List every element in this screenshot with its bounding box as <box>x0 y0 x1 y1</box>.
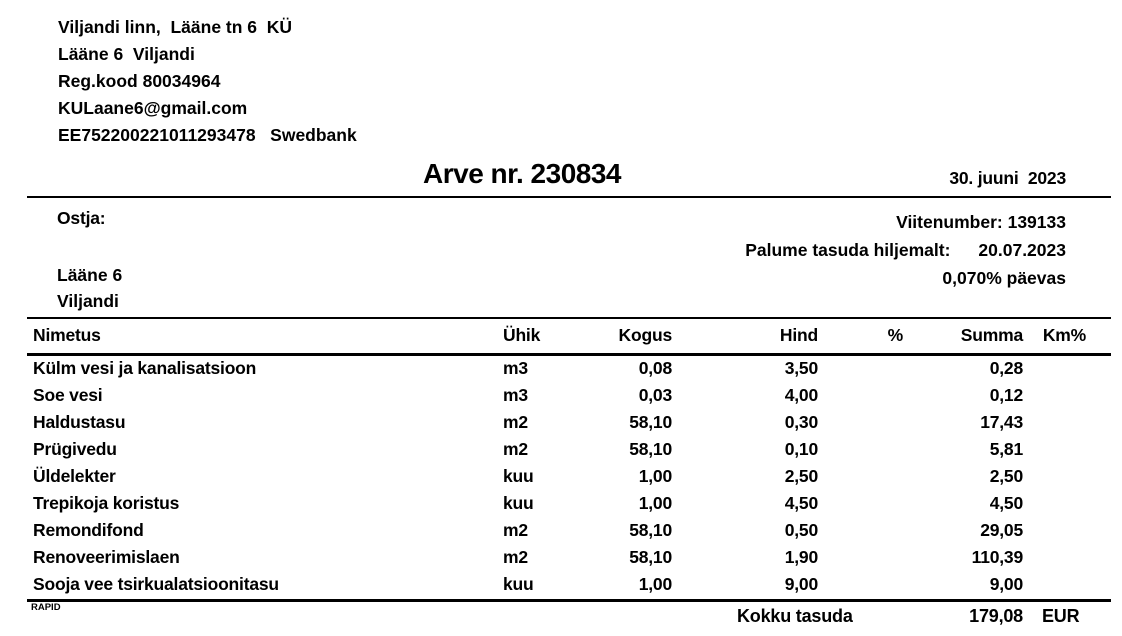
header-km: Km% <box>1042 325 1086 345</box>
cell-price: 4,50 <box>784 493 818 513</box>
cell-unit: m2 <box>503 520 528 540</box>
cell-sum: 110,39 <box>971 547 1023 567</box>
cell-unit: kuu <box>503 493 534 513</box>
total-label: Kokku tasuda <box>737 606 853 626</box>
payment-info <box>745 208 1066 292</box>
cell-sum: 0,12 <box>989 385 1023 405</box>
cell-qty: 0,08 <box>638 358 672 378</box>
cell-qty: 58,10 <box>629 520 672 540</box>
due-date-row <box>745 236 1066 264</box>
buyer-address-street: Lääne 6 <box>57 265 123 285</box>
total-row <box>0 606 1122 634</box>
cell-name: Soe vesi <box>33 385 103 405</box>
cell-name: Renoveerimislaen <box>33 547 180 567</box>
table-row <box>0 574 1122 601</box>
cell-price: 0,30 <box>784 412 818 432</box>
header-hind: Hind <box>779 325 818 345</box>
due-date-value: 20.07.2023 <box>978 240 1066 260</box>
cell-price: 2,50 <box>784 466 818 486</box>
invoice-date: 30. juuni 2023 <box>949 168 1066 188</box>
cell-name: Sooja vee tsirkualatsioonitasu <box>33 574 279 594</box>
cell-price: 9,00 <box>784 574 818 594</box>
buyer-address <box>57 262 122 314</box>
cell-name: Haldustasu <box>33 412 126 432</box>
header-nimetus: Nimetus <box>33 325 101 345</box>
company-email: KULaane6@gmail.com <box>58 98 248 118</box>
table-row <box>0 358 1122 385</box>
cell-price: 1,90 <box>784 547 818 567</box>
cell-qty: 0,03 <box>638 385 672 405</box>
cell-qty: 1,00 <box>638 466 672 486</box>
cell-price: 0,10 <box>784 439 818 459</box>
total-currency: EUR <box>1042 606 1080 626</box>
cell-name: Prügivedu <box>33 439 117 459</box>
header-percent: % <box>887 325 903 345</box>
cell-price: 3,50 <box>784 358 818 378</box>
cell-price: 4,00 <box>784 385 818 405</box>
cell-unit: kuu <box>503 466 534 486</box>
invoice-table-body <box>0 358 1122 601</box>
cell-unit: m3 <box>503 385 528 405</box>
cell-unit: m3 <box>503 358 528 378</box>
title-divider <box>27 196 1111 198</box>
cell-sum: 5,81 <box>989 439 1023 459</box>
cell-qty: 1,00 <box>638 574 672 594</box>
cell-name: Külm vesi ja kanalisatsioon <box>33 358 257 378</box>
cell-qty: 58,10 <box>629 412 672 432</box>
table-header-top-divider <box>27 317 1111 319</box>
table-row <box>0 520 1122 547</box>
cell-unit: kuu <box>503 574 534 594</box>
cell-qty: 1,00 <box>638 493 672 513</box>
table-row <box>0 466 1122 493</box>
reference-number: Viitenumber: 139133 <box>896 212 1066 232</box>
table-row <box>0 547 1122 574</box>
company-bank-account: EE752200221011293478 Swedbank <box>58 125 357 145</box>
buyer-label: Ostja: <box>57 208 106 228</box>
invoice-title: Arve nr. 230834 <box>423 158 621 189</box>
cell-qty: 58,10 <box>629 547 672 567</box>
company-address: Lääne 6 Viljandi <box>58 44 195 64</box>
cell-sum: 29,05 <box>980 520 1023 540</box>
brand-mark: RAPID <box>31 602 61 613</box>
header-kogus: Kogus <box>618 325 672 345</box>
cell-qty: 58,10 <box>629 439 672 459</box>
cell-sum: 2,50 <box>989 466 1023 486</box>
table-row <box>0 385 1122 412</box>
total-value: 179,08 <box>969 606 1023 626</box>
cell-unit: m2 <box>503 547 528 567</box>
company-info <box>58 14 357 149</box>
header-uhik: Ühik <box>503 325 541 345</box>
cell-sum: 9,00 <box>989 574 1023 594</box>
table-header-bottom-divider <box>27 353 1111 356</box>
buyer-address-city: Viljandi <box>57 291 119 311</box>
company-reg-code: Reg.kood 80034964 <box>58 71 221 91</box>
cell-price: 0,50 <box>784 520 818 540</box>
cell-name: Trepikoja koristus <box>33 493 180 513</box>
cell-name: Üldelekter <box>33 466 116 486</box>
due-date-label: Palume tasuda hiljemalt: <box>745 240 951 260</box>
cell-unit: m2 <box>503 412 528 432</box>
cell-sum: 17,43 <box>980 412 1023 432</box>
table-header-row <box>0 325 1122 352</box>
table-row <box>0 412 1122 439</box>
cell-sum: 4,50 <box>989 493 1023 513</box>
company-name: Viljandi linn, Lääne tn 6 KÜ <box>58 17 293 37</box>
cell-unit: m2 <box>503 439 528 459</box>
total-divider <box>27 599 1111 602</box>
penalty-rate: 0,070% päevas <box>942 268 1066 288</box>
cell-name: Remondifond <box>33 520 144 540</box>
table-row <box>0 493 1122 520</box>
table-row <box>0 439 1122 466</box>
cell-sum: 0,28 <box>989 358 1023 378</box>
header-summa: Summa <box>960 325 1023 345</box>
